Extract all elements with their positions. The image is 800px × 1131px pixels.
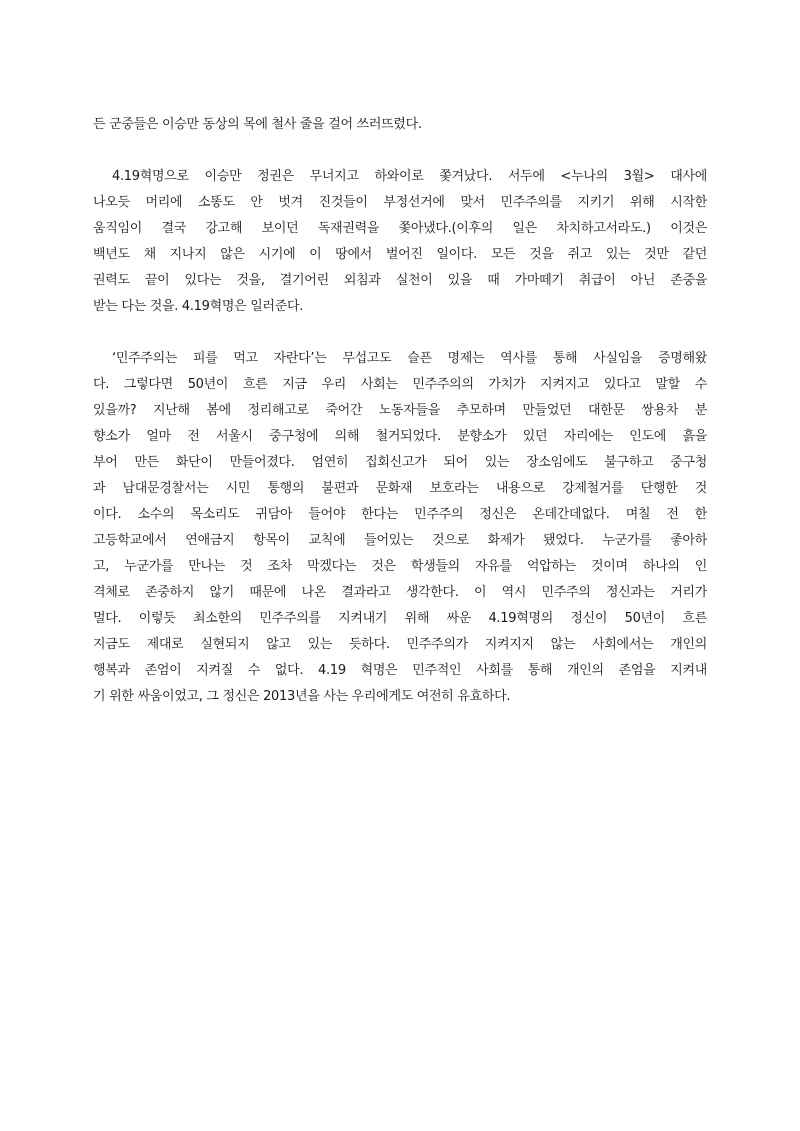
text-line: 과 남대문경찰서는 시민 통행의 불편과 문화재 보호라는 내용으로 강제철거를 단행한 것 [93, 481, 707, 496]
paragraph-1 [93, 112, 707, 138]
text-line: 나오듯 머리에 소똥도 안 벗겨 진것들이 부정선거에 맞서 민주주의를 지키기 위해 시작한 [93, 195, 707, 210]
text-line: 든 군중들은 이승만 동상의 목에 철사 줄을 걸어 쓰러뜨렸다. [93, 117, 422, 132]
text-line: 받는 다는 것을. 4.19혁명은 일러준다. [93, 299, 304, 314]
text-line: 격체로 존중하지 않기 때문에 나온 결과라고 생각한다. 이 역시 민주주의 정신과는 거리가 [93, 585, 707, 600]
paragraph-spacer [93, 320, 707, 346]
text-line: 고, 누군가를 만나는 것 조차 막겠다는 것은 학생들의 자유를 억압하는 것이며 하나의 인 [93, 559, 707, 574]
text-line: 행복과 존엄이 지켜질 수 없다. 4.19 혁명은 민주적인 사회를 통해 개인의 존엄을 지켜내 [93, 663, 707, 678]
text-line: ‘민주주의는 피를 먹고 자란다’는 무섭고도 슬픈 명제는 역사를 통해 사실임을 증명해왔 [112, 351, 707, 366]
text-line: 다. 그렇다면 50년이 흐른 지금 우리 사회는 민주주의의 가치가 지켜지고 있다고 말할 수 [93, 377, 707, 392]
text-line: 멀다. 이렇듯 최소한의 민주주의를 지켜내기 위해 싸운 4.19혁명의 정신이 50년이 흐른 [93, 611, 707, 626]
text-line: 향소가 얼마 전 서울시 중구청에 의해 철거되었다. 분향소가 있던 자리에는 인도에 흙을 [93, 429, 707, 444]
text-line: 권력도 끝이 있다는 것을, 결기어린 외침과 실천이 있을 때 가마떼기 취급이 아닌 존중을 [93, 273, 707, 288]
text-line: 백년도 채 지나지 않은 시기에 이 땅에서 벌어진 일이다. 모든 것을 쥐고 있는 것만 같던 [93, 247, 707, 262]
text-line: 부어 만든 화단이 만들어졌다. 엄연히 집회신고가 되어 있는 장소임에도 불구하고 중구청 [93, 455, 707, 470]
text-line: 지금도 제대로 실현되지 않고 있는 듯하다. 민주주의가 지켜지지 않는 사회에서는 개인의 [93, 637, 707, 652]
text-line: 기 위한 싸움이었고, 그 정신은 2013년을 사는 우리에게도 여전히 유효하다. [93, 689, 511, 704]
paragraph-3 [93, 346, 707, 710]
text-line: 이다. 소수의 목소리도 귀담아 들어야 한다는 민주주의 정신은 온데간데없다. 며칠 전 한 [93, 507, 707, 522]
paragraph-2 [93, 164, 707, 320]
paragraph-spacer [93, 138, 707, 164]
text-line: 4.19혁명으로 이승만 정권은 무너지고 하와이로 쫓겨났다. 서두에 <누나의 3월> 대사에 [112, 169, 707, 184]
text-line: 고등학교에서 연애금지 항목이 교칙에 들어있는 것으로 화제가 됐었다. 누군가를 좋아하 [93, 533, 707, 548]
document-body [93, 112, 707, 710]
text-line: 움직임이 결국 강고해 보이던 독재권력을 쫓아냈다.(이후의 일은 차치하고서라도.) 이것은 [93, 221, 707, 236]
text-line: 있을까? 지난해 봄에 정리해고로 죽어간 노동자들을 추모하며 만들었던 대한문 쌍용차 분 [93, 403, 707, 418]
